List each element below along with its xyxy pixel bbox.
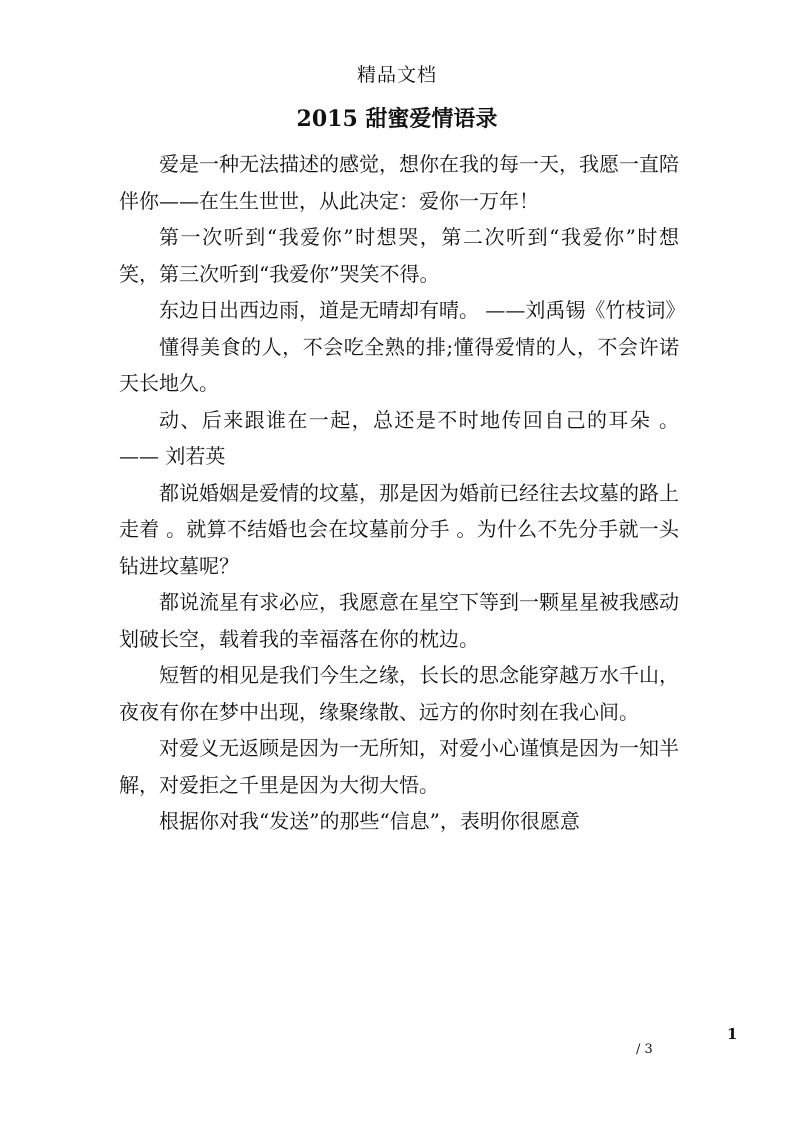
page-count: / 3 <box>636 1042 653 1057</box>
document-title: 2015 甜蜜爱情语录 <box>296 106 498 132</box>
paragraph: 对爱义无返顾是因为一无所知，对爱小心谨慎是因为一知半解，对爱拒之千里是因为大彻大悟。 <box>119 736 679 797</box>
paragraph: 动、后来跟谁在一起，总还是不时地传回自己的耳朵 。—— 刘若英 <box>119 407 679 468</box>
paragraph: 根据你对我“发送”的那些“信息”，表明你很愿意 <box>159 809 580 833</box>
paragraph: 东边日出西边雨，道是无晴却有晴。 ——刘禹锡《竹枝词》 <box>159 298 686 322</box>
paragraph: 爱是一种无法描述的感觉，想你在我的每一天，我愿一直陪伴你——在生生世世，从此决定：爱你一万年！ <box>119 152 679 213</box>
paragraph: 都说流星有求必应，我愿意在星空下等到一颗星星被我感动划破长空，载着我的幸福落在你的枕边。 <box>119 590 679 651</box>
paragraph: 都说婚姻是爱情的坟墓，那是因为婚前已经往去坟墓的路上走着 。就算不结婚也会在坟墓前分手 。为什么不先分手就一头钻进坟墓呢？ <box>119 480 679 578</box>
document-body <box>119 146 686 840</box>
paragraph: 懂得美食的人，不会吃全熟的排;懂得爱情的人，不会许诺天长地久。 <box>119 334 679 395</box>
paragraph: 第一次听到“我爱你”时想哭，第二次听到“我爱你”时想笑，第三次听到“我爱你”哭笑不得。 <box>119 225 679 286</box>
page-number: 1 <box>727 1025 738 1043</box>
paragraph: 短暂的相见是我们今生之缘，长长的思念能穿越万水千山，夜夜有你在梦中出现，缘聚缘散、远方的你时刻在我心间。 <box>119 663 679 724</box>
document-header: 精品文档 <box>356 64 437 86</box>
